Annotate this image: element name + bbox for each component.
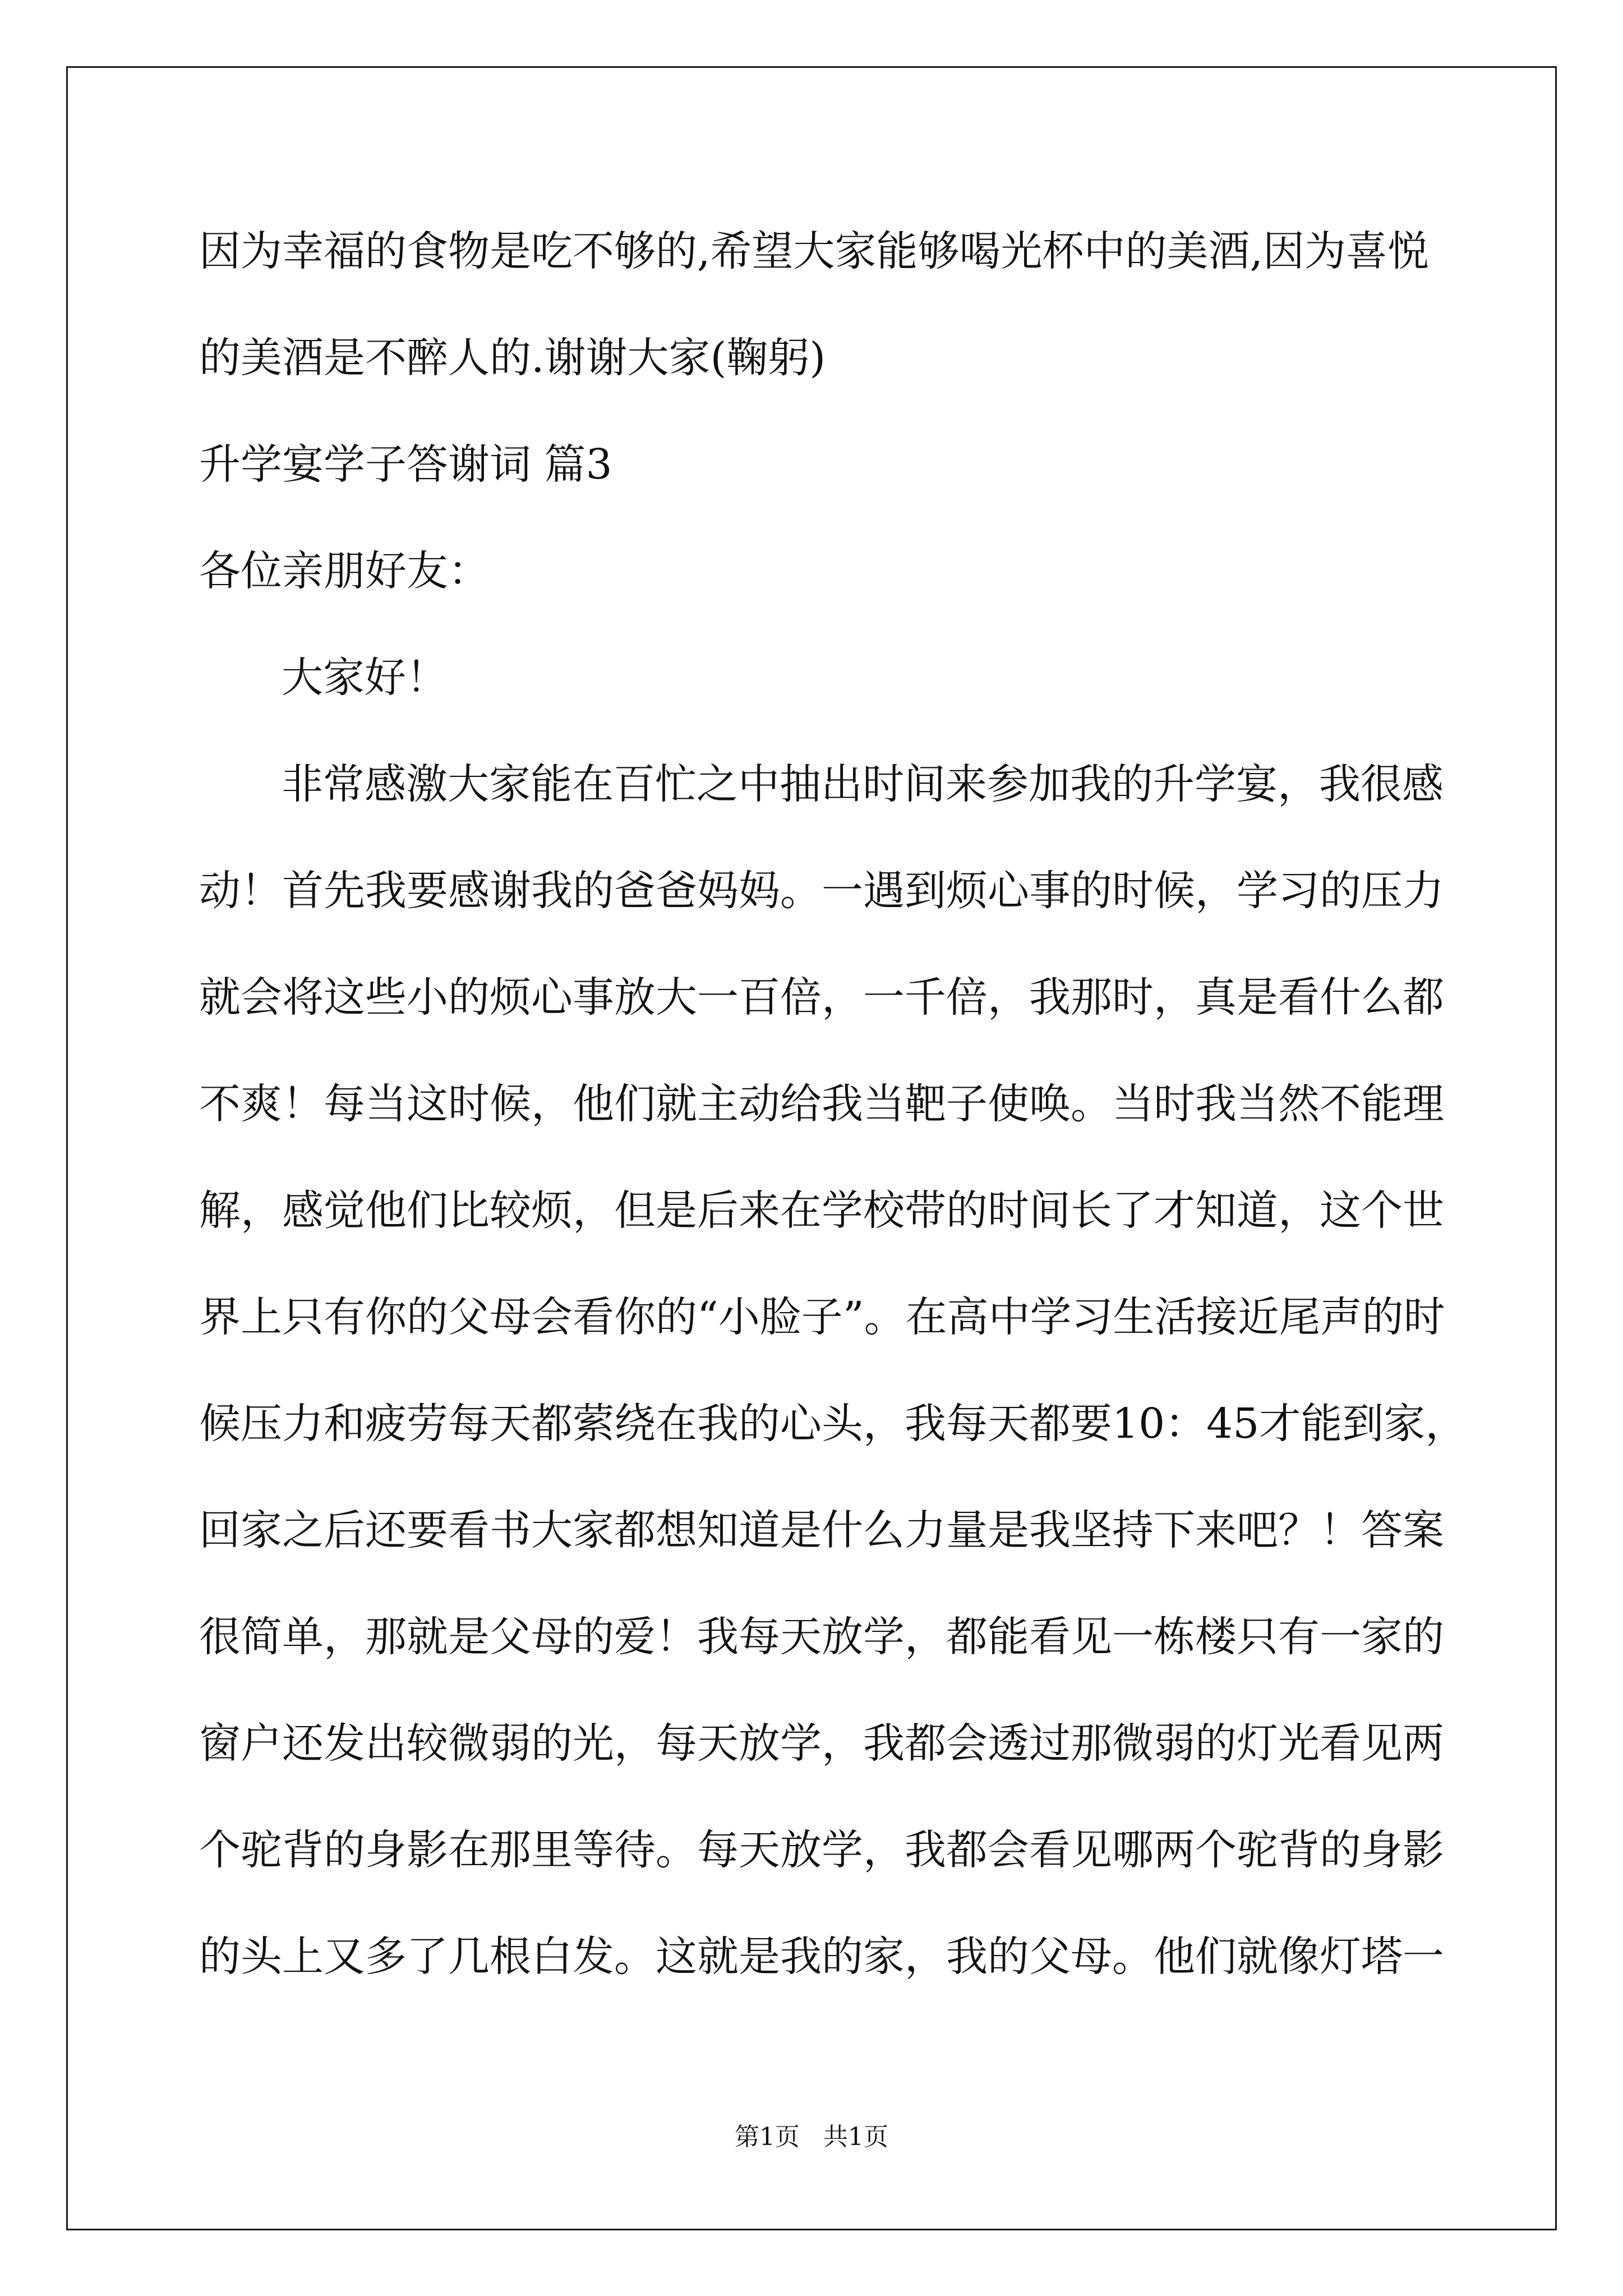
paragraph-line-9: 很简单，那就是父母的爱！我每天放学，都能看见一栋楼只有一家的 xyxy=(199,1613,1444,1661)
section-heading: 升学宴学子答谢词 篇3 xyxy=(199,440,612,489)
paragraph-line-5: 解，感觉他们比较烦，但是后来在学校带的时间长了才知道，这个世 xyxy=(199,1186,1444,1235)
paragraph-line-4: 不爽！每当这时候，他们就主动给我当靶子使唤。当时我当然不能理 xyxy=(199,1080,1444,1128)
paragraph-line-6: 界上只有你的父母会看你的“小脸子”。在高中学习生活接近尾声的时 xyxy=(199,1293,1445,1341)
paragraph-line-10: 窗户还发出较微弱的光，每天放学，我都会透过那微弱的灯光看见两 xyxy=(199,1719,1444,1768)
paragraph-line-11: 个驼背的身影在那里等待。每天放学，我都会看见哪两个驼背的身影 xyxy=(199,1826,1444,1874)
paragraph-line-3: 就会将这些小的烦心事放大一百倍，一千倍，我那时，真是看什么都 xyxy=(199,973,1444,1022)
page-border xyxy=(66,66,1557,2230)
paragraph-line-12: 的头上又多了几根白发。这就是我的家，我的父母。他们就像灯塔一 xyxy=(199,1932,1444,1981)
page-number-footer: 第1页 共1页 xyxy=(735,2123,888,2151)
paragraph-line-7: 候压力和疲劳每天都萦绕在我的心头，我每天都要10：45才能到家， xyxy=(199,1400,1467,1448)
salutation: 各位亲朋好友： xyxy=(199,547,490,595)
text-line-2: 的美酒是不醉人的.谢谢大家(鞠躬) xyxy=(199,334,826,382)
paragraph-line-2: 动！首先我要感谢我的爸爸妈妈。一遇到烦心事的时候，学习的压力 xyxy=(199,867,1444,915)
text-line-1: 因为幸福的食物是吃不够的,希望大家能够喝光杯中的美酒,因为喜悦 xyxy=(199,227,1430,275)
greeting: 大家好！ xyxy=(282,654,448,702)
paragraph-line-1: 非常感激大家能在百忙之中抽出时间来参加我的升学宴，我很感 xyxy=(282,760,1444,808)
paragraph-line-8: 回家之后还要看书大家都想知道是什么力量是我坚持下来吧？！答案 xyxy=(199,1506,1444,1554)
